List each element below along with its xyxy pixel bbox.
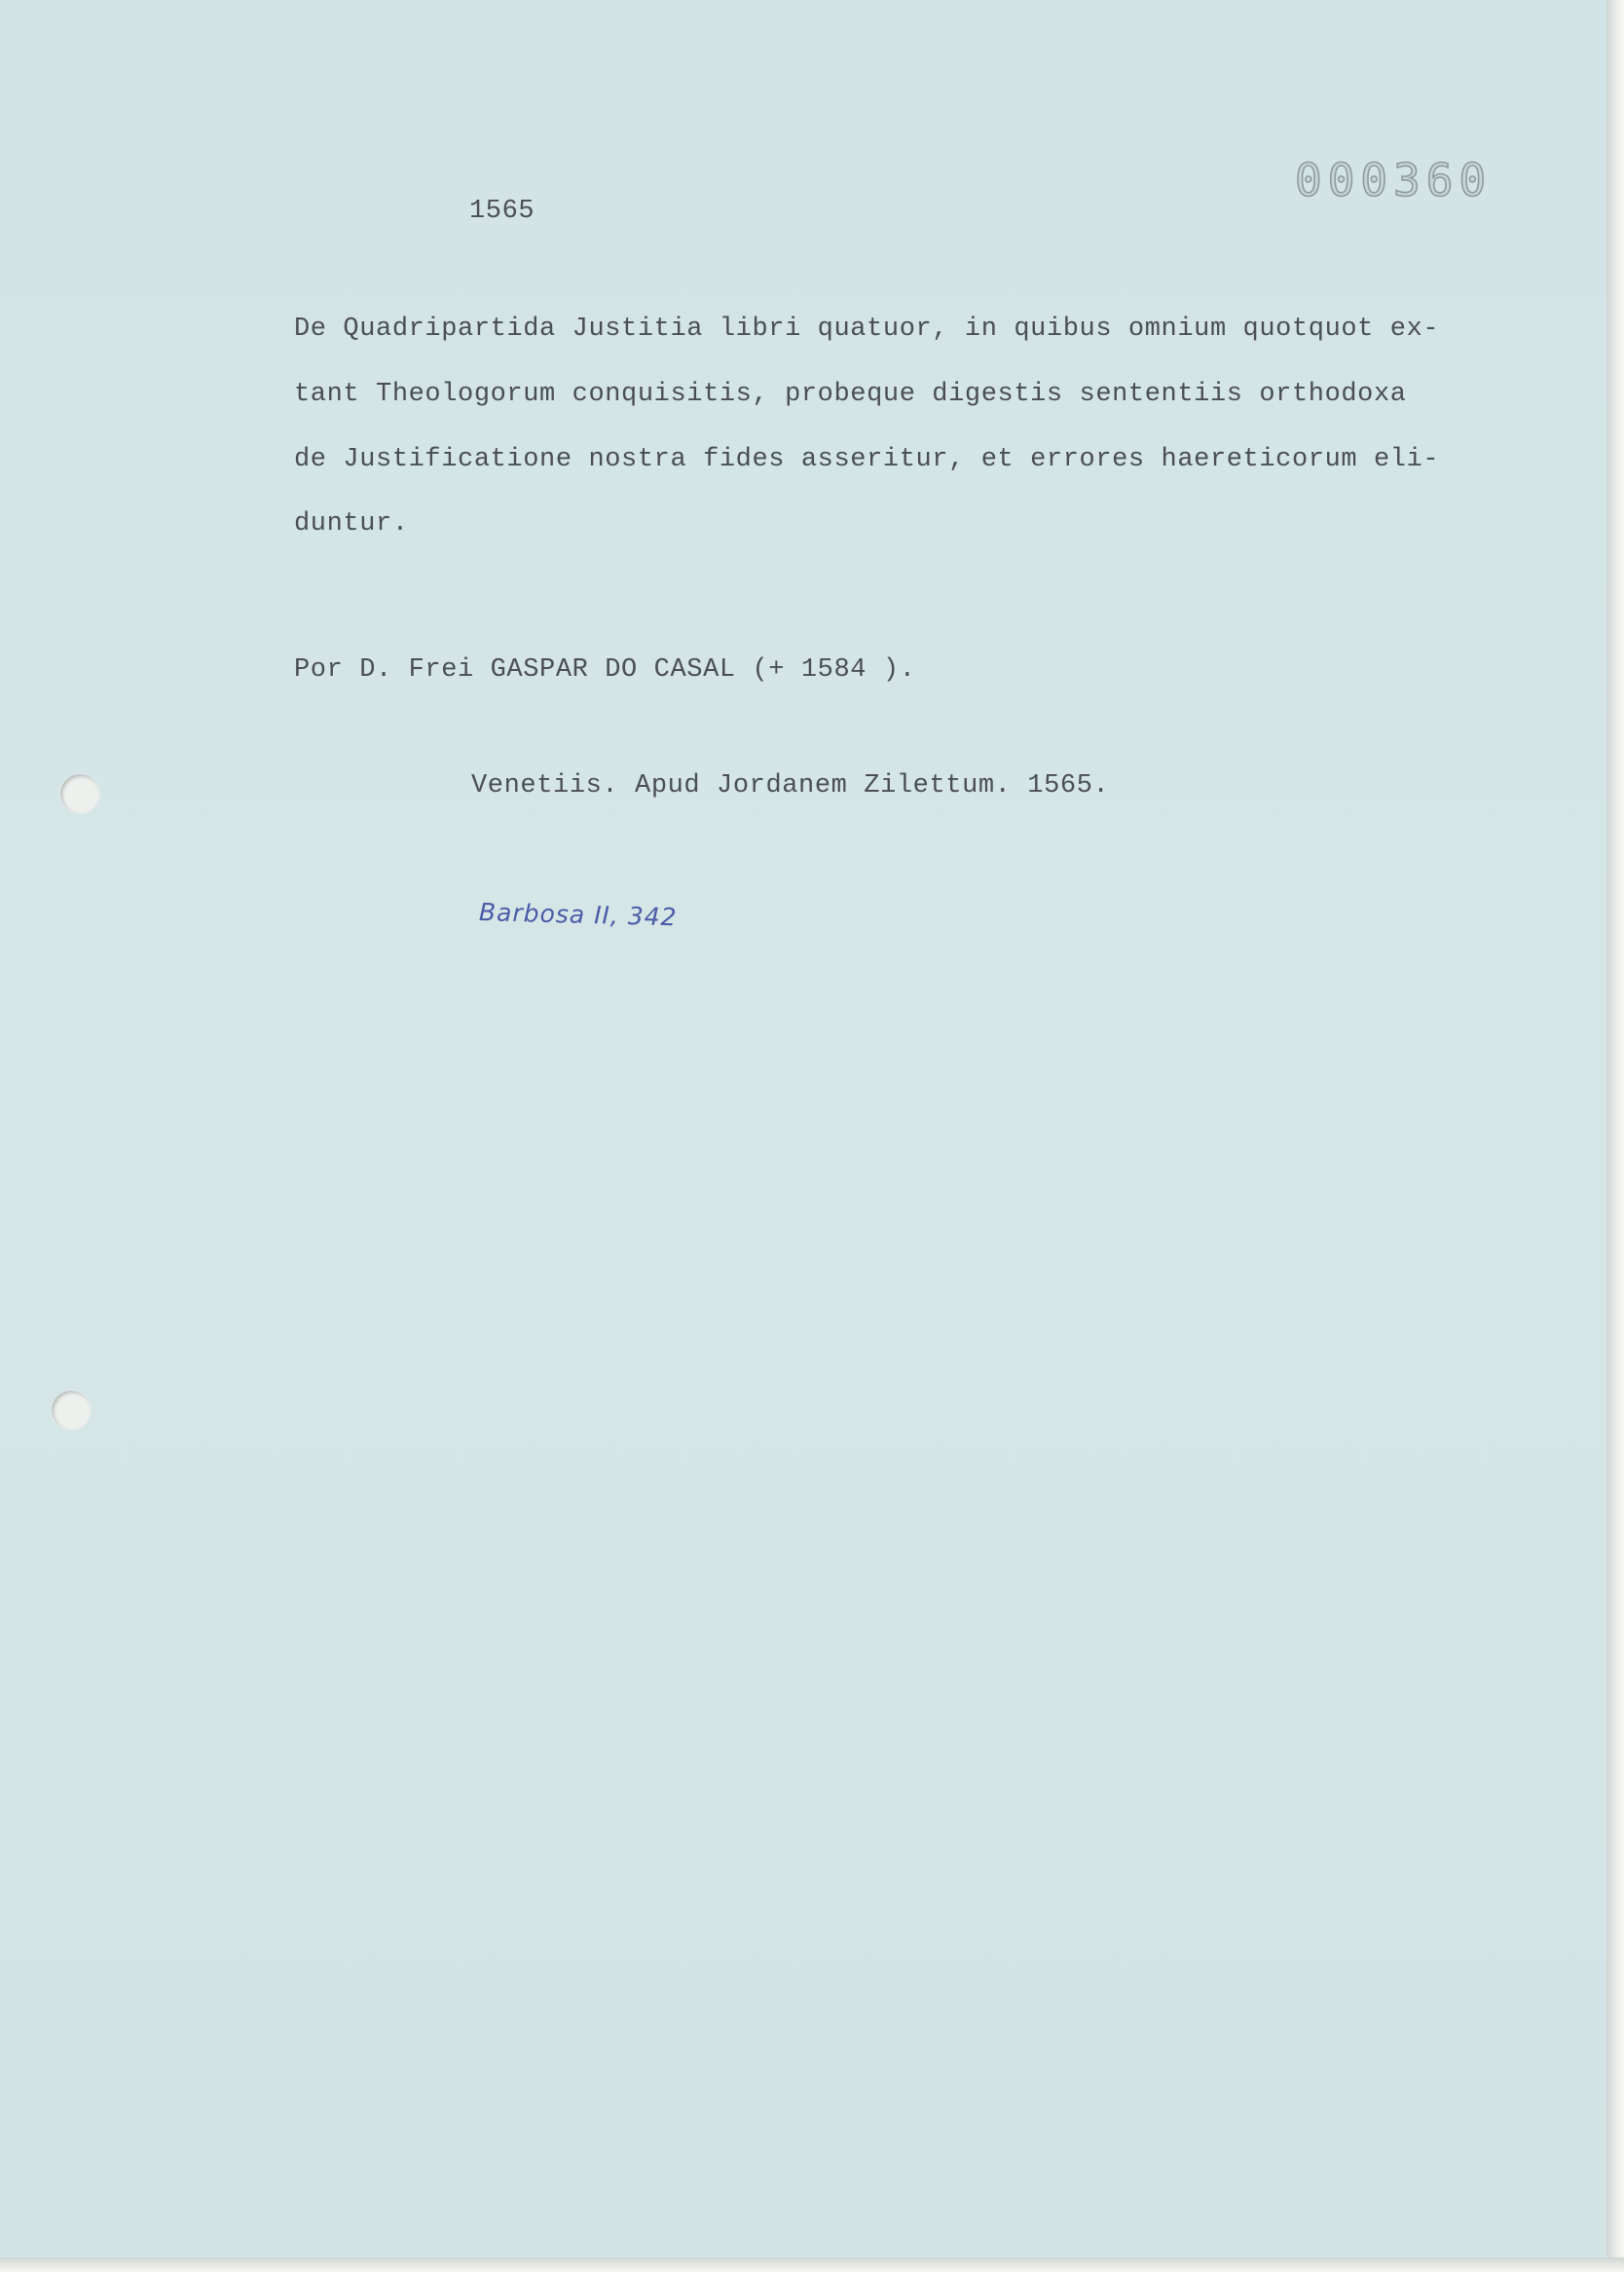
imprint-line: Venetiis. Apud Jordanem Zilettum. 1565.	[471, 771, 1110, 801]
punch-hole	[60, 774, 99, 813]
author-line: Por D. Frei GASPAR DO CASAL (+ 1584 ).	[294, 655, 916, 685]
title-line: tant Theologorum conquisitis, probeque digestis sententiis orthodoxa	[294, 380, 1407, 409]
title-line: De Quadripartida Justitia libri quatuor, in quibus omnium quotquot ex-	[294, 315, 1440, 344]
handwritten-reference-note: Barbosa II, 342	[478, 898, 678, 932]
document-year: 1565	[469, 197, 535, 226]
title-line: de Justificatione nostra fides asseritur, et errores haereticorum eli-	[294, 445, 1440, 474]
archive-number-stamp: 000360	[1295, 154, 1493, 206]
title-line: duntur.	[294, 509, 409, 539]
punch-hole	[52, 1391, 91, 1430]
scan-edge-bottom	[0, 2257, 1624, 2272]
scan-edge-right	[1606, 0, 1624, 2272]
